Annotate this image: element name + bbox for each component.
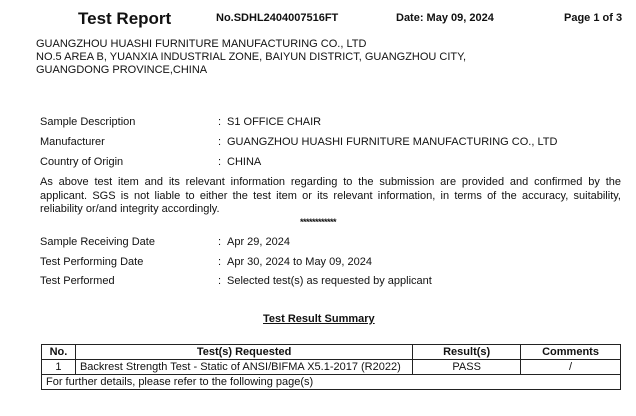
applicant-address-line2: GUANGDONG PROVINCE,CHINA [36, 64, 208, 76]
test-result: PASS [413, 360, 521, 375]
manufacturer-value: GUANGZHOU HUASHI FURNITURE MANUFACTURING CO., LTD [227, 136, 558, 148]
sample-receiving-date-value: Apr 29, 2024 [227, 236, 290, 248]
table-row [42, 360, 621, 375]
test-requested: Backrest Strength Test - Static of ANSI/BIFMA X5.1-2017 (R2022) [75, 360, 412, 375]
row-number: 1 [42, 360, 76, 375]
column-header-comments: Comments [521, 345, 621, 360]
field-colon: : [218, 236, 222, 248]
summary-title: Test Result Summary [263, 313, 375, 325]
report-title: Test Report [78, 9, 172, 28]
page-number: Page 1 of 3 [564, 12, 623, 24]
sample-description-value: S1 OFFICE CHAIR [227, 116, 322, 128]
manufacturer-label: Manufacturer [40, 136, 105, 148]
test-comments: / [521, 360, 621, 375]
column-header-tests-requested: Test(s) Requested [75, 345, 412, 360]
report-date: Date: May 09, 2024 [396, 12, 494, 24]
column-header-results: Result(s) [413, 345, 521, 360]
field-colon: : [218, 116, 222, 128]
field-colon: : [218, 256, 222, 268]
disclaimer-paragraph: As above test item and its relevant information regarding to the submission are provided and confirmed by the applicant. SGS is not liable to either the test item or its relevant information, in terms of the accuracy, suitability, reliability or/and integrity accordingly. [40, 176, 621, 215]
table-header-row [42, 345, 621, 360]
sample-receiving-date-label: Sample Receiving Date [40, 236, 155, 248]
sample-description-label: Sample Description [40, 116, 136, 128]
test-performed-value: Selected test(s) as requested by applicant [227, 275, 432, 287]
test-performed-label: Test Performed [40, 275, 115, 287]
field-colon: : [218, 136, 222, 148]
country-of-origin-value: CHINA [227, 156, 262, 168]
test-performing-date-label: Test Performing Date [40, 256, 144, 268]
test-performing-date-value: Apr 30, 2024 to May 09, 2024 [227, 256, 372, 268]
applicant-name: GUANGZHOU HUASHI FURNITURE MANUFACTURING CO., LTD [36, 38, 367, 50]
field-colon: : [218, 156, 222, 168]
separator-asterisks: ************ [300, 217, 337, 227]
table-footer-row [42, 375, 621, 390]
results-table [41, 344, 621, 390]
report-number: No.SDHL2404007516FT [216, 12, 339, 24]
field-colon: : [218, 275, 222, 287]
further-details-note: For further details, please refer to the following page(s) [42, 375, 621, 390]
applicant-address-line1: NO.5 AREA B, YUANXIA INDUSTRIAL ZONE, BAIYUN DISTRICT, GUANGZHOU CITY, [36, 51, 467, 63]
country-of-origin-label: Country of Origin [40, 156, 124, 168]
column-header-no: No. [42, 345, 76, 360]
